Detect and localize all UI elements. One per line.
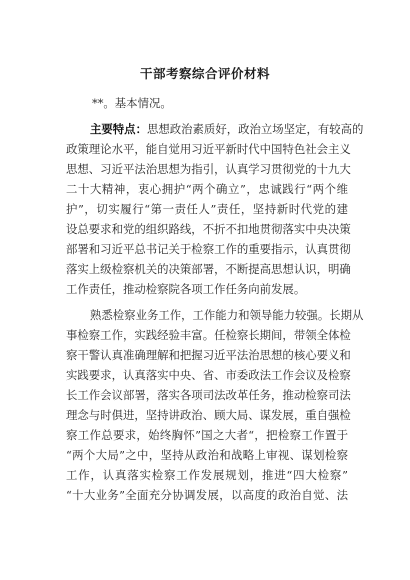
- paragraph-1-line-3: 思想、习近平法治思想为指引，认真学习贯彻党的十九大: [66, 162, 351, 176]
- paragraph-1-line-7: 部署和习近平总书记关于检察工作的重要指示，认真贯彻: [66, 242, 351, 256]
- paragraph-1-line-6: 设总要求和党的组织路线，不折不扣地贯彻落实中央决策: [66, 222, 351, 236]
- paragraph-1-text: 思想政治素质好，政治立场坚定，有较高的: [146, 122, 364, 136]
- paragraph-2-line-3: 察干警认真准确理解和把握习近平法治思想的核心要义和: [66, 348, 351, 362]
- document-title: 干部考察综合评价材料: [139, 66, 270, 81]
- section-lead: 主要特点：: [90, 122, 147, 136]
- paragraph-2-line-1: 熟悉检察业务工作，工作能力和领导能力较强。长期从: [90, 308, 364, 322]
- basic-info-line: **。基本情况。: [92, 96, 172, 110]
- paragraph-2-line-4: 实践要求，认真落实中央、省、市委政法工作会议及检察: [66, 368, 351, 382]
- paragraph-2-line-6: 理念与时俱进，坚持讲政治、顾大局、谋发展，重自强检: [66, 408, 351, 422]
- paragraph-1-line-4: 二十大精神，衷心拥护“两个确立”，忠诚践行“两个维: [66, 182, 348, 196]
- paragraph-2-line-9: 工作，认真落实检察工作发展规划，推进“四大检察”: [66, 468, 348, 482]
- paragraph-1-line-1: [90, 119, 364, 139]
- paragraph-1-line-5: 护”，切实履行“第一责任人”责任，坚持新时代党的建: [66, 202, 348, 216]
- paragraph-2-line-5: 长工作会议部署，落实各项司法改革任务，推动检察司法: [66, 388, 351, 402]
- paragraph-1-line-9: 工作责任，推动检察院各项工作任务向前发展。: [66, 282, 306, 296]
- paragraph-1-line-8: 落实上级检察机关的决策部署，不断提高思想认识，明确: [66, 262, 351, 276]
- paragraph-2-line-8: “两个大局”之中，坚持从政治和战略上审视、谋划检察: [66, 448, 348, 462]
- paragraph-2-line-10: “十大业务”全面充分协调发展，以高度的政治自觉、法: [66, 488, 348, 502]
- paragraph-1-line-2: 政策理论水平，能自觉用习近平新时代中国特色社会主义: [66, 142, 351, 156]
- paragraph-2-line-7: 察工作总要求，始终胸怀”国之大者“，把检察工作置于: [66, 428, 348, 442]
- paragraph-2-line-2: 事检察工作，实践经验丰富。任检察长期间，带领全体检: [66, 328, 351, 342]
